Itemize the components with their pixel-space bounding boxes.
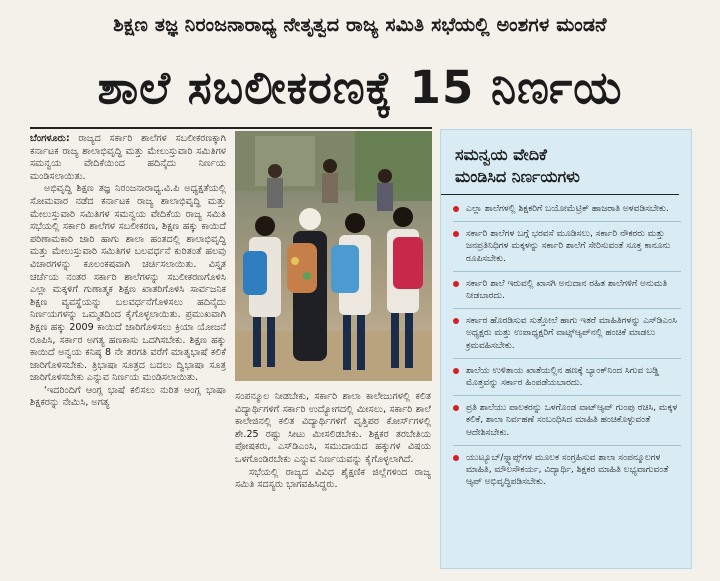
resolution-item xyxy=(453,315,681,359)
article-paragraph: ‘ಇದರಿಂದಿಗೆ ಆಂಗ್ಲ ಭಾಷೆ ಕಲಿಸಲು ನುರಿತ ಆಂಗ್ಲ ಭಾಷಾ ಶಿಕ್ಷಕರನ್ನು ನೇಮಿಸಿ, ಅಗತ್ಯ xyxy=(30,384,226,409)
headline-rule xyxy=(30,127,432,129)
resolution-text: ಸರ್ಕಾರಿ ಶಾಲೆಗಳ ಬಗ್ಗೆ ಭರವಸೆ ಮೂಡಿಸಲು, ಸರ್ಕಾರಿ ನೌಕರರು ಮತ್ತು ಜನಪ್ರತಿನಿಧಿಗಳ ಮಕ್ಕಳನ್ನು ಸರ್ಕಾರಿ ಶಾಲೆಗೆ ಸೇರಿಸುವಂತೆ ಸೂಕ್ತ ಕಾನೂನು ರೂಪಿಸಬೇಕು. xyxy=(466,229,671,264)
resolution-text: ಯುಟ್ಯೂಬ್/ಸ್ನ್ಯಾಪ್ಸ್‌ಗಳ ಮೂಲಕ ಸಂಗ್ರಹಿಸುವ ಶಾಲಾ ಸಂಪನ್ಮೂಲಗಳ ಮಾಹಿತಿ, ಮೌಲಸೌಕರ್ಯ, ವಿದ್ಯಾರ್ಥಿ, ಶಿಕ್ಷಕರ ಮಾಹಿತಿ ಲಭ್ಯವಾಗುವಂತೆ ಆ್ಯಪ್ ಅಭಿವೃದ್ಧಿಪಡಿಸಬೇಕು. xyxy=(466,452,669,488)
headline: ಶಾಲೆ ಸಬಲೀಕರಣಕ್ಕೆ 15 ನಿರ್ಣಯ xyxy=(97,61,623,114)
resolution-item xyxy=(453,365,681,396)
resolution-text: ಸರ್ಕಾರಿ ಶಾಲೆ ಇರುವಲ್ಲಿ ಖಾಸಗಿ ಅನುದಾನ ರಹಿತ ಶಾಲೆಗಳಿಗೆ ಅನುಮತಿ ನೀಡಬಾರದು. xyxy=(466,278,668,302)
bullet-icon xyxy=(453,318,459,324)
bullet-icon xyxy=(453,206,459,212)
resolution-item xyxy=(453,228,681,272)
resolution-item xyxy=(453,402,681,446)
resolution-text: ಸರ್ಕಾರ ಹೊರಡಿಸುವ ಸುತ್ತೋಲೆ ಹಾಗು ಇತರೆ ಮಾಹಿತಿಗಳನ್ನು ಎಸ್‌ಡಿಎಂಸಿ ಅಧ್ಯಕ್ಷರು ಮತ್ತು ಉಪಾಧ್ಯಕ್ಷರಿಗೆ ವಾಟ್ಸ್‌ಆ್ಯಪ್‌ನಲ್ಲಿ ಹಂಚಿಕೆ ಮಾಡಲು ಕ್ರಮವಹಿಸಬೇಕು. xyxy=(466,316,677,351)
resolution-text: ಪ್ರತಿ ಶಾಲೆಯು ಪಾಲಕರನ್ನು ಒಳಗೊಂಡ ವಾಟ್‌ಆ್ಯಪ್ ಗುಂಪು ರಚಿಸಿ, ಮಕ್ಕಳ ಕಲಿಕೆ, ಶಾಲಾ ನಿರ್ವಹಣೆ ಸಂಬಂಧಿಸಿದ ಮಾಹಿತಿ ಹಂಚಿಕೊಳ್ಳುವಂತೆ ಆದೇಶಿಸಬೇಕು. xyxy=(466,403,678,438)
article-column-middle xyxy=(235,391,431,579)
resolution-item xyxy=(453,278,681,309)
bullet-icon xyxy=(453,405,459,411)
article-paragraph: ಸಂಪನ್ಮೂಲ ನೀಡಬೇಕು, ಸರ್ಕಾರಿ ಶಾಲಾ ಕಾಲೇಜುಗಳಲ್ಲಿ ಕಲಿತ ವಿದ್ಯಾರ್ಥಿಗಳಿಗೆ ಸರ್ಕಾರಿ ಉದ್ಯೋಗದಲ್ಲಿ ಮೀಸಲು, ಸರ್ಕಾರಿ ಶಾಲೆ ಕಾಲೇಜಿನಲ್ಲಿ ಕಲಿತ ವಿದ್ಯಾರ್ಥಿಗಳಿಗೆ ವೃತ್ತಿಪರ ಕೋರ್ಸ್‌ಗಳಲ್ಲಿ ಶೇ.25 ರಷ್ಟು ಸೀಟು ಮೀಸಲಿಡಬೇಕು. ಶಿಕ್ಷಕರ ತರಬೇತಿಯ ಪೋಷಕರು, ಎಸ್‌ಡಿಎಂಸಿ, ಸಮುದಾಯದ ಹಕ್ಕುಗಳ ವಿಷಯ ಒಳಗೊಂಡಿರಬೇಕು ಎನ್ನುವ ನಿರ್ಣಯವನ್ನು ಕೈಗೊಳ್ಳಲಾಗಿದೆ. xyxy=(235,391,431,465)
resolution-item xyxy=(453,452,681,495)
bullet-icon xyxy=(453,368,459,374)
students-photo xyxy=(235,131,432,381)
sidebar-title-line-2: ಮಂಡಿಸಿದ ನಿರ್ಣಯಗಳು xyxy=(455,167,580,186)
kicker-subheadline: ಶಿಕ್ಷಣ ತಜ್ಞ ನಿರಂಜನಾರಾಧ್ಯ ನೇತೃತ್ವದ ರಾಜ್ಯ ಸಮಿತಿ ಸಭೆಯಲ್ಲಿ ಅಂಶಗಳ ಮಂಡನೆ xyxy=(113,14,607,36)
resolution-text: ಎಲ್ಲಾ ಶಾಲೆಗಳಲ್ಲಿ ಶಿಕ್ಷಕರಿಗೆ ಬಯೋಮೆಟ್ರಿಕ್ ಹಾಜರಾತಿ ಅಳವಡಿಸಬೇಕು. xyxy=(466,204,669,214)
sidebar-title-line-1: ಸಮನ್ವಯ ವೇದಿಕೆ xyxy=(455,145,547,164)
article-paragraph: ಸಭೆಯಲ್ಲಿ ರಾಜ್ಯದ ವಿವಿಧ ಶೈಕ್ಷಣಿಕ ಜಿಲ್ಲೆಗಳಿಂದ ರಾಜ್ಯ ಸಮಿತಿ ಸದಸ್ಯರು ಭಾಗವಹಿಸಿದ್ದರು. xyxy=(235,466,431,491)
sidebar-title xyxy=(441,130,679,195)
resolutions-list xyxy=(441,195,691,494)
article-paragraph: ಅಭಿವೃದ್ಧಿ ಶಿಕ್ಷಣ ತಜ್ಞ ನಿರಂಜನಾರಾಧ್ಯ.ವಿ.ಪಿ ಅಧ್ಯಕ್ಷತೆಯಲ್ಲಿ ಸೋಮವಾರ ನಡೆದ ಕರ್ನಾಟಕ ರಾಜ್ಯ ಶಾಲಾಭಿವೃದ್ಧಿ ಮತ್ತು ಮೇಲುಸ್ತುವಾರಿ ಸಮಿತಿಗಳ ಸಮನ್ವಯ ವೇದಿಕೆಯ ರಾಜ್ಯ ಸಮಿತಿ ಸಭೆಯಲ್ಲಿ ಸರ್ಕಾರಿ ಶಾಲೆಗಳ ಸಬಲೀಕರಣ, ಶಿಕ್ಷಣ ಹಕ್ಕು ಕಾಯಿದೆ ಪರಿಣಾಮಕಾರಿ ಜಾರಿ ಹಾಗು ಶಾಲಾ ಹಂತದಲ್ಲಿ ಶಾಲಾಭಿವೃದ್ಧಿ ಮತ್ತು ಮೇಲುಸ್ತುವಾರಿ ಸಮಿತಿಗಳ ಬಲವರ್ಧನೆ ಕುರಿತಂತೆ ಹಲವು ವಿಚಾರಗಳನ್ನು ಕೂಲಂಕಷವಾಗಿ ಚರ್ಚಿಸಲಾಯಿತು. ವಿಸ್ತೃತ ಚರ್ಚೆಯ ನಂತರ ಸರ್ಕಾರಿ ಶಾಲೆಗಳನ್ನು ಸಬಲೀಕರಣಗೊಳಿಸಿ ಎಲ್ಲಾ ಮಕ್ಕಳಿಗೆ ಗುಣಾತ್ಮಕ ಶಿಕ್ಷಣ ಖಾತರಿಗೊಳಿಸಿ ಸಾರ್ವಜನಿಕ ಶಿಕ್ಷಣ ವ್ಯವಸ್ಥೆಯನ್ನು ಬಲವರ್ಧನೆಗೊಳಿಸಲು ಹದಿನೈದು ನಿರ್ಣಯಗಳನ್ನು ಒಮ್ಮತದಿಂದ ಕೈಗೊಳ್ಳಲಾಯಿತು. ಪ್ರಮುಖವಾಗಿ ಶಿಕ್ಷಣ ಹಕ್ಕು 2009 ಕಾಯಿದೆ ಜಾರಿಗೊಳಿಸಲು ಕ್ರಿಯಾ ಯೋಜನೆ ರೂಪಿಸಿ, ಸರ್ಕಾರ ಅಗತ್ಯ ಹಣಕಾಸು ಒದಗಿಸಬೇಕು. ಶಿಕ್ಷಣ ಹಕ್ಕು ಕಾಯಿದೆ ಅನ್ವಯ ಕನಿಷ್ಠ 8 ನೇ ತರಗತಿ ವರೆಗೆ ಮಾತೃಭಾಷೆ ಕಲಿಕೆ ಜಾರಿಗೊಳಿಸಬೇಕು. ತ್ರಿಭಾಷಾ ಸೂತ್ರದ ಬದಲು ದ್ವಿಭಾಷಾ ಸೂತ್ರ ಜಾರಿಗೊಳಿಸಬೇಕು ಎನ್ನುವ ನಿರ್ಣಯ ಮಂಡಿಸಲಾಯಿತು. xyxy=(30,183,226,384)
article-paragraph xyxy=(30,133,226,183)
article-text: ರಾಜ್ಯದ ಸರ್ಕಾರಿ ಶಾಲೆಗಳ ಸಬಲೀಕರಣಕ್ಕಾಗಿ ಕರ್ನಾಟಕ ರಾಜ್ಯ ಶಾಲಾಭಿವೃದ್ಧಿ ಮತ್ತು ಮೇಲುಸ್ತುವಾರಿ ಸಮಿತಿಗಳ ಸಮನ್ವಯ ವೇದಿಕೆಯಿಂದ ಹದಿನೈದು ನಿರ್ಣಯ ಮಂಡಿಸಲಾಯಿತು. xyxy=(30,133,226,182)
resolutions-sidebar xyxy=(440,129,692,569)
bullet-icon xyxy=(453,231,459,237)
article-column-left xyxy=(30,133,226,579)
dateline: ಬೆಂಗಳೂರು: xyxy=(30,133,70,144)
resolution-item xyxy=(453,203,681,222)
students-illustration xyxy=(235,131,432,381)
bullet-icon xyxy=(453,455,459,461)
bullet-icon xyxy=(453,281,459,287)
resolution-text: ಶಾಲೆಯ ಉಳಿತಾಯ ಖಾತೆಯಲ್ಲಿನ ಹಣಕ್ಕೆ ಬ್ಯಾಂಕ್‌ನಿಂದ ಸಿಗುವ ಬಡ್ಡಿ ಮೊತ್ತವನ್ನು ಸರ್ಕಾರ ಹಿಂಪಡೆಯಬಾರದು. xyxy=(466,365,659,389)
